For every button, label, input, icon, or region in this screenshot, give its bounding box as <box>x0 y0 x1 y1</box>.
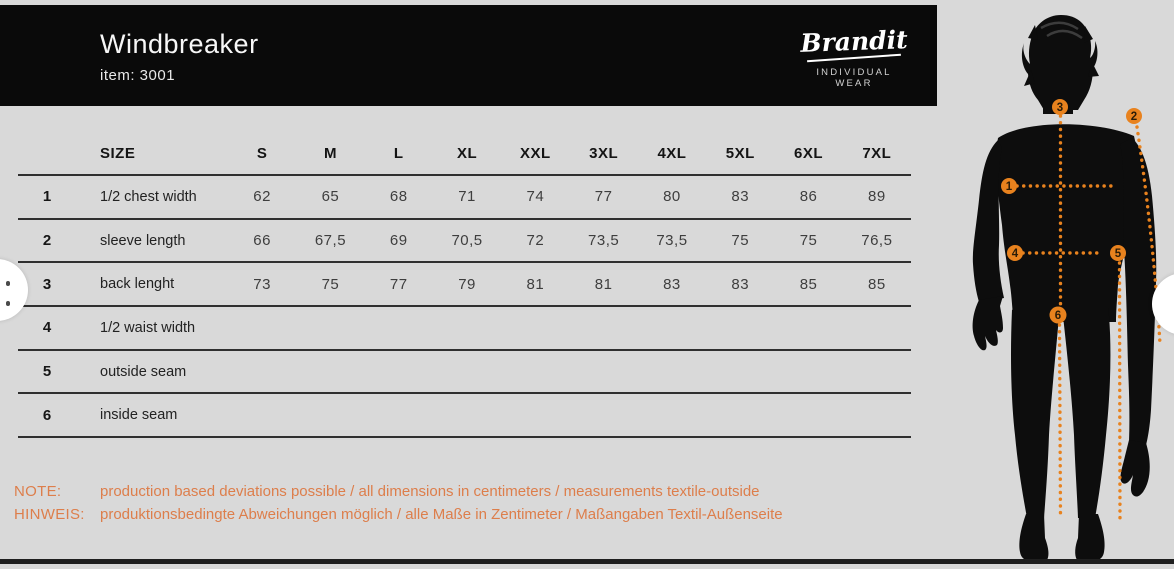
size-value: 73,5 <box>656 232 688 250</box>
notes-block <box>14 480 894 526</box>
body-silhouette-svg <box>940 0 1174 564</box>
marker-6-badge <box>1050 307 1067 324</box>
size-value: 73 <box>253 275 271 293</box>
size-value: 75 <box>799 232 818 250</box>
item-number: item: 3001 <box>100 67 176 84</box>
table-row-5 <box>18 351 911 395</box>
size-value: 79 <box>458 275 476 293</box>
size-value: 62 <box>253 188 271 206</box>
brand-logo <box>799 27 909 89</box>
size-value: 67,5 <box>314 232 347 250</box>
size-value: 85 <box>799 275 818 293</box>
hinweis-text: produktionsbedingte Abweichungen möglich / alle Maße in Zentimeter / Maßangaben Textil-Außenseite <box>100 506 783 523</box>
outside-seam-line <box>1120 263 1121 522</box>
svg-text:3: 3 <box>1056 102 1064 114</box>
row-number: 3 <box>42 275 52 293</box>
body-silhouette <box>973 15 1157 560</box>
row-number: 5 <box>42 363 52 381</box>
header-bar <box>0 5 937 106</box>
brand-tagline: INDIVIDUAL WEAR <box>816 67 892 89</box>
table-row-3 <box>18 263 911 307</box>
column-header-size: SIZE <box>100 145 136 162</box>
svg-text:4: 4 <box>1011 248 1019 260</box>
measurement-label: outside seam <box>100 363 187 380</box>
note-line-de <box>14 503 894 526</box>
table-row-6 <box>18 394 911 438</box>
measurement-label: sleeve length <box>100 232 186 249</box>
column-header-l: L <box>393 145 404 162</box>
hinweis-label: HINWEIS: <box>14 506 85 523</box>
row-number: 4 <box>42 319 52 337</box>
column-header-4xl: 4XL <box>657 145 687 162</box>
marker-4-badge <box>1007 245 1023 261</box>
size-value: 89 <box>868 188 886 206</box>
marker-1-badge <box>1001 178 1017 194</box>
page-title: Windbreaker <box>100 29 259 59</box>
size-value: 85 <box>868 275 886 293</box>
svg-text:5: 5 <box>1114 248 1122 260</box>
size-value: 70,5 <box>451 232 483 250</box>
note-line-en <box>14 480 894 503</box>
svg-text:1: 1 <box>1005 181 1013 193</box>
table-header-row <box>18 133 911 176</box>
column-header-s: S <box>256 145 268 162</box>
size-value: 72 <box>526 232 545 250</box>
size-value: 80 <box>663 188 681 206</box>
size-value: 69 <box>389 232 408 250</box>
row-number: 2 <box>42 232 52 250</box>
note-label: NOTE: <box>14 483 62 500</box>
size-value: 77 <box>389 275 408 293</box>
inside-seam-line <box>1060 325 1061 519</box>
size-value: 83 <box>731 188 750 206</box>
column-header-xxl: XXL <box>520 145 551 162</box>
size-value: 66 <box>253 232 271 250</box>
size-value: 77 <box>594 188 613 206</box>
size-value: 75 <box>731 232 750 250</box>
size-value: 65 <box>321 188 340 206</box>
marker-5-badge <box>1110 245 1126 261</box>
measurement-label: 1/2 chest width <box>100 188 197 205</box>
note-text: production based deviations possible / all dimensions in centimeters / measurements textile-outside <box>100 483 760 500</box>
column-header-xl: XL <box>456 145 478 162</box>
column-header-5xl: 5XL <box>725 145 755 162</box>
measurement-label: inside seam <box>100 407 178 424</box>
size-value: 76,5 <box>861 232 893 250</box>
size-value: 86 <box>799 188 818 206</box>
table-row-2 <box>18 220 911 264</box>
column-header-7xl: 7XL <box>862 145 892 162</box>
size-value: 74 <box>526 188 545 206</box>
column-header-6xl: 6XL <box>794 145 824 162</box>
measurement-figure <box>940 0 1174 564</box>
column-header-3xl: 3XL <box>589 145 619 162</box>
marker-2-badge <box>1126 108 1142 124</box>
table-row-1 <box>18 176 911 220</box>
row-number: 6 <box>42 406 52 424</box>
brand-name: Brandit <box>799 25 909 58</box>
bottom-strip <box>0 559 1174 564</box>
size-value: 71 <box>458 188 476 206</box>
prev-button-glyph <box>6 301 10 306</box>
title-block <box>100 29 259 84</box>
column-header-m: M <box>323 145 337 162</box>
measurement-label: back lenght <box>100 276 175 293</box>
size-value: 83 <box>731 275 750 293</box>
prev-button-glyph <box>6 281 10 286</box>
marker-3-badge <box>1052 99 1068 115</box>
measurement-label: 1/2 waist width <box>100 319 196 336</box>
size-value: 83 <box>663 275 681 293</box>
size-value: 68 <box>389 188 408 206</box>
size-value: 81 <box>594 275 613 293</box>
svg-text:2: 2 <box>1130 111 1138 123</box>
size-value: 73,5 <box>588 232 620 250</box>
size-value: 75 <box>321 275 340 293</box>
svg-text:6: 6 <box>1054 310 1062 322</box>
table-row-4 <box>18 307 911 351</box>
size-value: 81 <box>526 275 545 293</box>
row-number: 1 <box>42 188 52 206</box>
size-table <box>18 133 911 438</box>
